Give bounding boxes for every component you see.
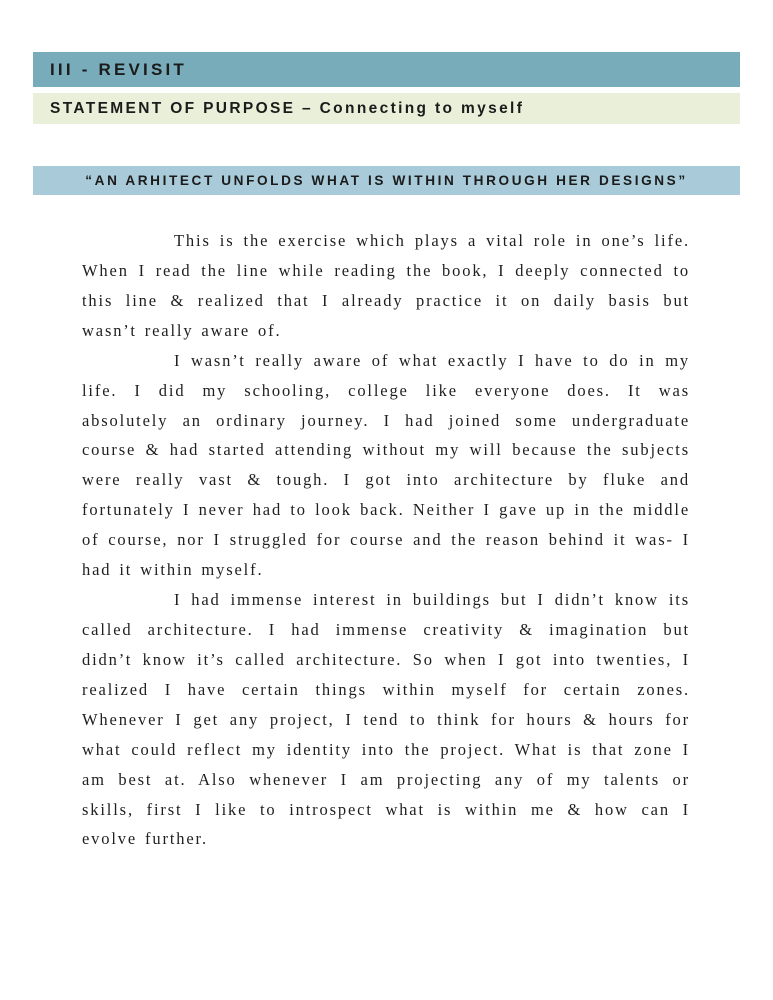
paragraph: I wasn’t really aware of what exactly I have to do in my life. I did my schooling, college like everyone does. It was absolutely an ordinary journey. I had joined some undergraduate course & had started attending without my will because the subjects were really vast & tough. I got into architecture by fluke and fortunately I never had to look back. Neither I gave up in the middle of course, nor I struggled for course and the reason behind it was- I had it within myself. <box>82 350 690 580</box>
section-header-band <box>33 52 740 87</box>
quote-band <box>33 166 740 195</box>
quote-text: “AN ARHITECT UNFOLDS WHAT IS WITHIN THROUGH HER DESIGNS” <box>85 173 688 188</box>
section-header: III - REVISIT <box>50 59 188 79</box>
paragraph: I had immense interest in buildings but I didn’t know its called architecture. I had immense creativity & imagination but didn’t know it’s called architecture. So when I got into twenties, I realized I have certain things within myself for certain zones. Whenever I get any project, I tend to think for hours & hours for what could reflect my identity into the project. What is that zone I am best at. Also whenever I am projecting any of my talents or skills, first I like to introspect what is within me & how can I evolve further. <box>82 590 690 849</box>
body-text <box>82 226 690 854</box>
paragraph: This is the exercise which plays a vital role in one’s life. When I read the line while reading the book, I deeply connected to this line & realized that I already practice it on daily basis but wasn’t really aware of. <box>82 231 690 340</box>
purpose-header: STATEMENT OF PURPOSE – Connecting to myself <box>50 99 525 117</box>
purpose-header-band <box>33 93 740 124</box>
